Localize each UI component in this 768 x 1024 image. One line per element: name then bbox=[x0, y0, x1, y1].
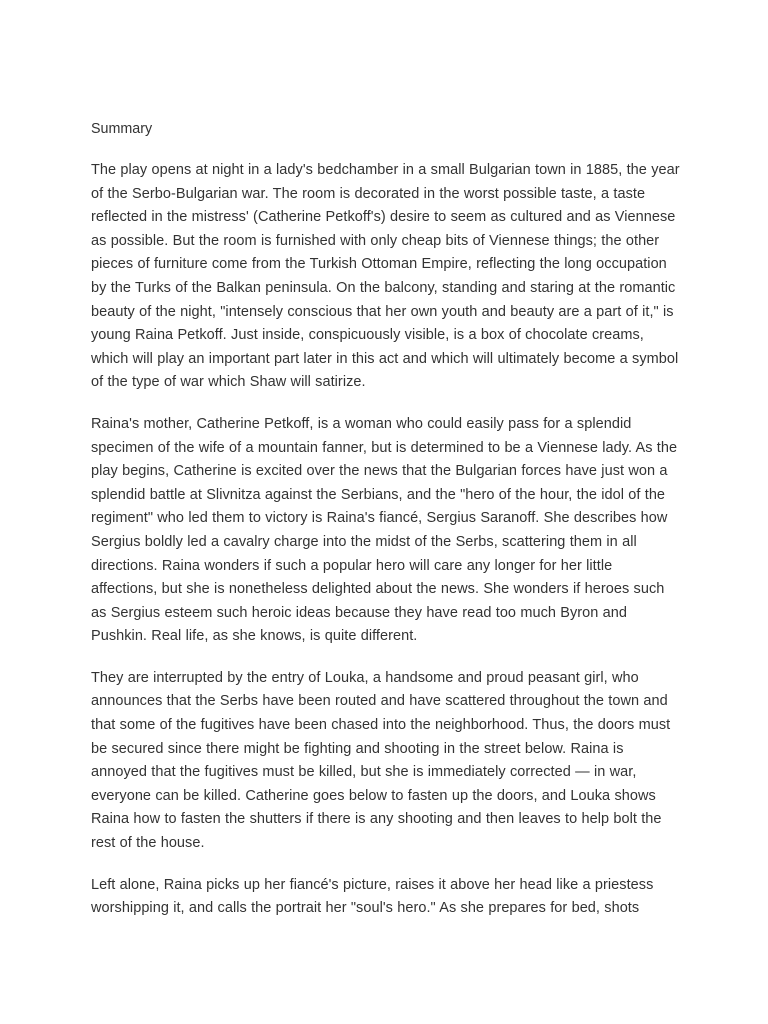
document-page bbox=[91, 117, 681, 939]
section-heading: Summary bbox=[91, 121, 153, 137]
paragraph-2: Raina's mother, Catherine Petkoff, is a woman who could easily pass for a splendid specimen of the wife of a mountain fanner, but is determined to be a Viennese lady. As the play begins, Catherine is excited over the news that the Bulgarian forces have just won a splendid battle at Slivnitza against the Serbians, and the "hero of the hour, the idol of the regiment" who led them to victory is Raina's fiancé, Sergius Saranoff. She describes how Sergius boldly led a cavalry charge into the midst of the Serbs, scattering them in all directions. Raina wonders if such a popular hero will care any longer for her little affections, but she is nonetheless delighted about the news. She wonders if heroes such as Sergius esteem such heroic ideas because they have read too much Byron and Pushkin. Real life, as she knows, is quite different. bbox=[91, 415, 678, 645]
paragraph-4: Left alone, Raina picks up her fiancé's picture, raises it above her head like a priestess worshipping it, and calls the portrait her "soul's hero." As she prepares for bed, shots bbox=[91, 876, 654, 917]
paragraph-3: They are interrupted by the entry of Louka, a handsome and proud peasant girl, who announces that the Serbs have been routed and have scattered throughout the town and that some of the fugitives have been chased into the neighborhood. Thus, the doors must be secured since there might be fighting and shooting in the street below. Raina is annoyed that the fugitives must be killed, but she is immediately corrected — in war, everyone can be killed. Catherine goes below to fasten up the doors, and Louka shows Raina how to fasten the shutters if there is any shooting and then leaves to help bolt the rest of the house. bbox=[91, 669, 671, 852]
paragraph-1: The play opens at night in a lady's bedchamber in a small Bulgarian town in 1885, the year of the Serbo-Bulgarian war. The room is decorated in the worst possible taste, a taste reflected in the mistress' (Catherine Petkoff's) desire to seem as cultured and as Viennese as possible. But the room is furnished with only cheap bits of Viennese things; the other pieces of furniture come from the Turkish Ottoman Empire, reflecting the long occupation by the Turks of the Balkan peninsula. On the balcony, standing and staring at the romantic beauty of the night, "intensely conscious that her own youth and beauty are a part of it," is young Raina Petkoff. Just inside, conspicuously visible, is a box of chocolate creams, which will play an important part later in this act and which will ultimately become a symbol of the type of war which Shaw will satirize. bbox=[91, 162, 680, 391]
